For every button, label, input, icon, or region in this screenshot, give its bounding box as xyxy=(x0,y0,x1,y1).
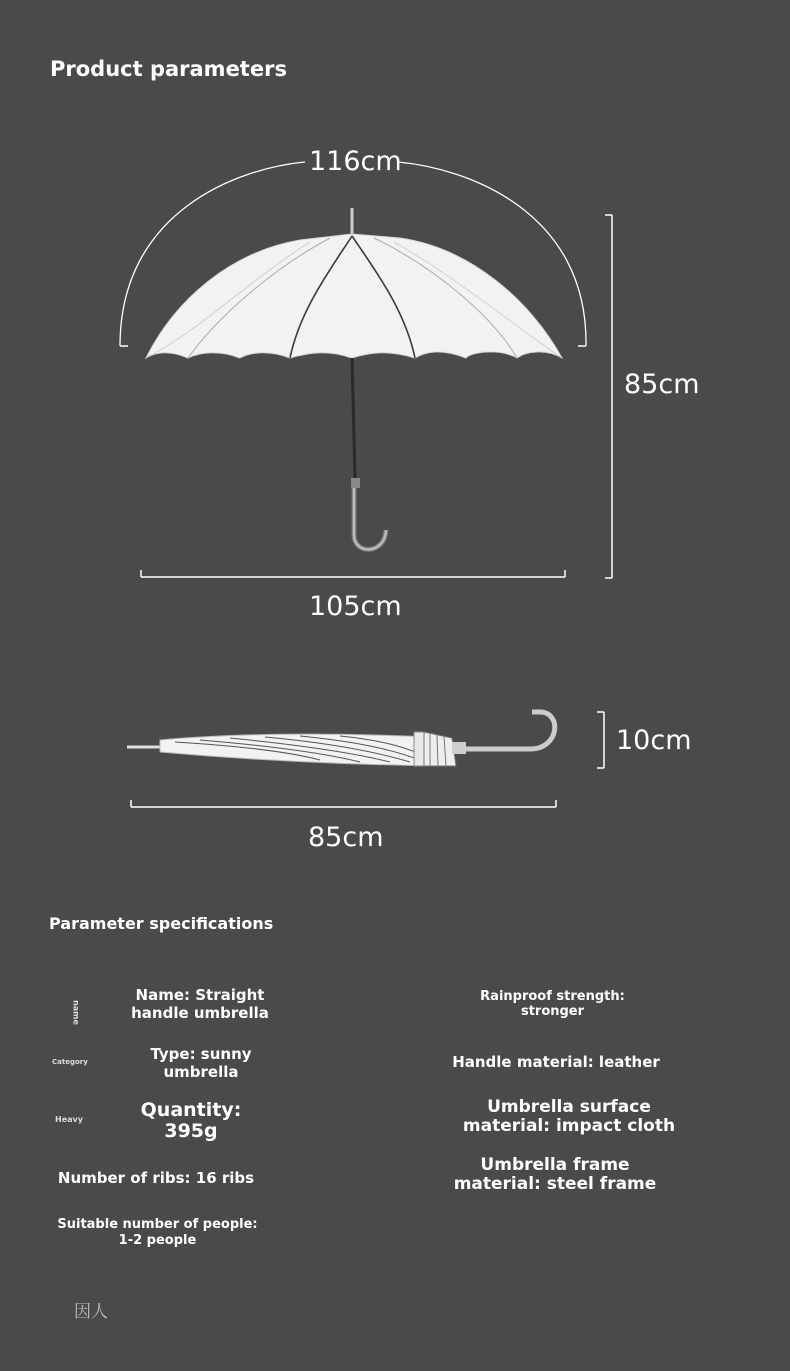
spec-type: Type: sunny umbrella xyxy=(150,1045,252,1081)
side-label-category: Category xyxy=(52,1058,88,1066)
spec-frame: Umbrella frame material: steel frame xyxy=(453,1155,657,1194)
open-umbrella-icon xyxy=(146,208,562,549)
arc-length-label: 116cm xyxy=(309,146,402,177)
section-title: Parameter specifications xyxy=(49,914,274,933)
spec-rainproof: Rainproof strength: stronger xyxy=(480,989,625,1019)
side-label-heavy: Heavy xyxy=(55,1115,83,1124)
spec-surface: Umbrella surface material: impact cloth xyxy=(462,1097,676,1136)
spec-handle: Handle material: leather xyxy=(452,1053,660,1071)
page-title: Product parameters xyxy=(50,57,287,81)
spec-ribs: Number of ribs: 16 ribs xyxy=(57,1169,255,1187)
folded-length-label: 85cm xyxy=(308,822,384,853)
spec-name: Name: Straight handle umbrella xyxy=(131,986,269,1022)
spec-people: Suitable number of people: 1-2 people xyxy=(57,1217,258,1248)
folded-diameter-label: 10cm xyxy=(616,725,692,756)
folded-umbrella-icon xyxy=(127,712,555,766)
footer-note: 因人 xyxy=(74,1302,108,1322)
spec-quantity: Quantity: 395g xyxy=(140,1099,242,1142)
width-label: 105cm xyxy=(309,591,402,622)
height-label: 85cm xyxy=(624,369,700,400)
side-label-name: name xyxy=(71,1000,81,1025)
